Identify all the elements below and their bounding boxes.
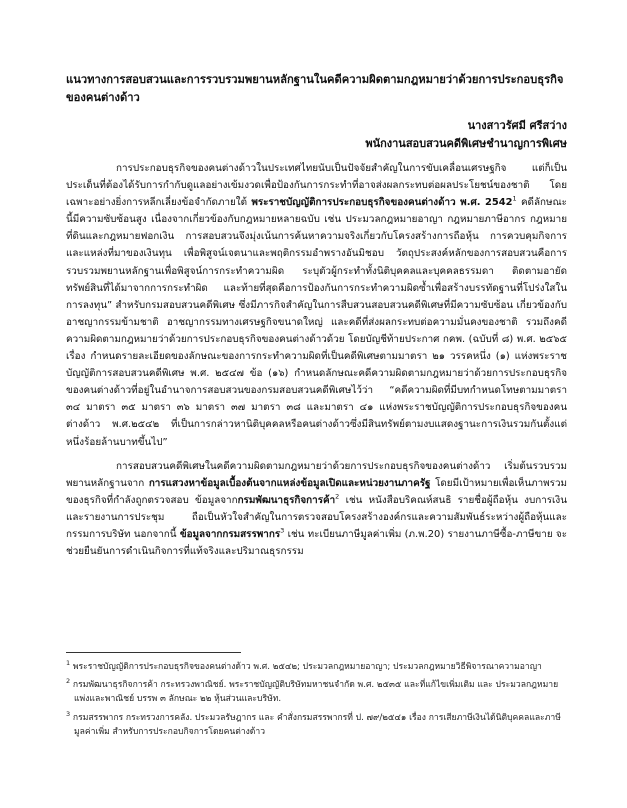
body-text: โดยมีเป้าหมายเพื่อเห็นภาพรวมของธุรกิจที่กำลังถูกตรวจสอบ ข้อมูลจาก	[66, 477, 567, 506]
footnote-text: กรมพัฒนาธุรกิจการค้า กระทรวงพาณิชย์. พระราชบัญญัติบริษัทมหาชนจำกัด พ.ศ. ๒๕๓๕ และที่แก้ไขเพิ่มเติม และ ประมวลกฎหมายแพ่งและพาณิชย์ บรรพ ๓ ลักษณะ ๒๒ หุ้นส่วนและบริษัท.	[72, 680, 559, 705]
body-bold-text: พระราชบัญญัติการประกอบธุรกิจของคนต่างด้าว พ.ศ. 2542	[251, 197, 513, 209]
body-text: คดีลักษณะนี้มีความซับซ้อนสูง เนื่องจากเกี่ยวข้องกับกฎหมายหลายฉบับ เช่น ประมวลกฎหมายอาญา กฎหมายภาษีอากร กฎหมายที่ดินและกฎหมายฟอกเงิน การสอบสวนจึงมุ่งเน้นการค้นหาความจริงเกี่ยวกับโครงสร้างการถือหุ้น การควบคุมกิจการ และแหล่งที่มาของเงินทุน เพื่อพิสูจน์เจตนาและพฤติกรรมอำพรางอันมิชอบ วัตถุประสงค์หลักของการสอบสวนคือการรวบรวมพยานหลักฐานเพื่อพิสูจน์การกระทำความผิด ระบุตัวผู้กระทำทั้งนิติบุคคลและบุคคลธรรมดา ติดตามอายัดทรัพย์สินที่ได้มาจากการกระทำผิด และท้ายที่สุดคือการป้องกันการกระทำความผิดซ้ำเพื่อสร้างบรรทัดฐานที่โปร่งใสในการลงทุน” สำหรับกรมสอบสวนคดีพิเศษ ซึ่งมีภารกิจสำคัญในการสืบสวนสอบสวนคดีพิเศษที่มีความซับซ้อน เกี่ยวข้องกับอาชญากรรมข้ามชาติ อาชญากรรมทางเศรษฐกิจขนาดใหญ่ และคดีที่ส่งผลกระทบต่อความมั่นคงของชาติ รวมถึงคดีความผิดตามกฎหมายว่าด้วยการประกอบธุรกิจของคนต่างด้าวด้วย โดยบัญชีท้ายประกาศ กคพ. (ฉบับที่ ๘) พ.ศ. ๒๕๖๕ เรื่อง กำหนดรายละเอียดของลักษณะของการกระทำความผิดที่เป็นคดีพิเศษตามมาตรา ๒๑ วรรคหนึ่ง (๑) แห่งพระราชบัญญัติการสอบสวนคดีพิเศษ พ.ศ. ๒๕๔๗ ข้อ (๑๖) กำหนดลักษณะคดีความผิดตามกฎหมายว่าด้วยการประกอบธุรกิจของคนต่างด้าวที่อยู่ในอำนาจการสอบสวนของกรมสอบสวนคดีพิเศษไว้ว่า “คดีความผิดที่มีบทกำหนดโทษตามมาตรา ๓๔ มาตรา ๓๕ มาตรา ๓๖ มาตรา ๓๗ มาตรา ๓๘ และมาตรา ๔๑ แห่งพระราชบัญญัติการประกอบธุรกิจของคนต่างด้าว พ.ศ.๒๕๔๒ ที่เป็นการกล่าวหานิติบุคคลหรือคนต่างด้าวซึ่งมีสินทรัพย์ตามงบแสดงฐานะการเงินรวมกันตั้งแต่หนึ่งร้อยล้านบาทขึ้นไป”	[66, 197, 568, 448]
body-text: เช่น หนังสือบริคณห์สนธิ รายชื่อผู้ถือหุ้น งบการเงิน และรายงานการประชุม ถือเป็นหัวใจสำคัญในการตรวจสอบโครงสร้างองค์กรและความสัมพันธ์ระหว่างผู้ถือหุ้นและกรรมการบริษัท นอกจากนี้	[66, 494, 567, 540]
footnote-ref[interactable]: 2	[335, 492, 340, 501]
footnote-text: พระราชบัญญัติการประกอบธุรกิจของคนต่างด้าว พ.ศ. ๒๕๔๒; ประมวลกฎหมายอาญา; ประมวลกฎหมายวิธีพิจารณาความอาญา	[72, 662, 542, 672]
footnote-ref[interactable]: 3	[280, 526, 285, 535]
body-bold-text: กรมพัฒนาธุรกิจการค้า	[237, 494, 336, 506]
author-block	[365, 117, 567, 152]
footnote-mark: 3	[66, 709, 71, 718]
footnote-ref[interactable]: 1	[512, 194, 517, 203]
body-bold-text: การแสวงหาข้อมูลเบื้องต้นจากแหล่งข้อมูลเปิดและหน่วยงานภาครัฐ	[148, 477, 431, 489]
footnote-mark: 1	[66, 659, 71, 668]
body-text: การประกอบธุรกิจของคนต่างด้าวในประเทศไทยนับเป็นปัจจัยสำคัญในการขับเคลื่อนเศรษฐกิจ แต่ก็เป็นประเด็นที่ต้องได้รับการกำกับดูแลอย่างเข้มงวดเพื่อป้องกันการกระทำที่อาจส่งผลกระทบต่อผลประโยชน์ของชาติ โดยเฉพาะอย่างยิ่งการหลีกเลี่ยงข้อจำกัดภายใต้	[66, 163, 567, 209]
footnote-item	[66, 660, 566, 674]
footnotes	[66, 660, 566, 743]
footnote-text: กรมสรรพากร กระทรวงการคลัง. ประมวลรัษฎากร และ คำสั่งกรมสรรพากรที่ ป. ๗๙/๒๕๔๑ เรื่อง การเสียภาษีเงินได้นิติบุคคลและภาษีมูลค่าเพิ่ม สำหรับการประกอบกิจการโดยคนต่างด้าว	[72, 712, 561, 737]
footnote-mark: 2	[66, 677, 71, 686]
document-body	[66, 160, 567, 560]
footnote-divider	[66, 652, 241, 653]
footnote-item	[66, 711, 566, 739]
author-position: พนักงานสอบสวนคดีพิเศษชำนาญการพิเศษ	[365, 136, 567, 150]
body-paragraph-1	[66, 160, 567, 451]
body-paragraph-2	[66, 458, 567, 561]
footnote-item	[66, 678, 566, 706]
document-title: แนวทางการสอบสวนและการรวบรวมพยานหลักฐานในคดีความผิดตามกฎหมายว่าด้วยการประกอบธุรกิจของคนต่างด้าว	[66, 73, 564, 104]
body-bold-text: ข้อมูลจากกรมสรรพากร	[179, 528, 281, 540]
body-text: เช่น ทะเบียนภาษีมูลค่าเพิ่ม (ภ.พ.20) รายงานภาษีซื้อ-ภาษีขาย จะช่วยยืนยันการดำเนินกิจการที่แท้จริงและปริมาณธุรกรรม	[66, 528, 567, 558]
body-text: การสอบสวนคดีพิเศษในคดีความผิดตามกฎหมายว่าด้วยการประกอบธุรกิจของคนต่างด้าว เริ่มต้นรวบรวมพยานหลักฐานจาก	[66, 460, 567, 489]
author-name: นางสาวรัศมี ศรีสว่าง	[467, 119, 567, 132]
